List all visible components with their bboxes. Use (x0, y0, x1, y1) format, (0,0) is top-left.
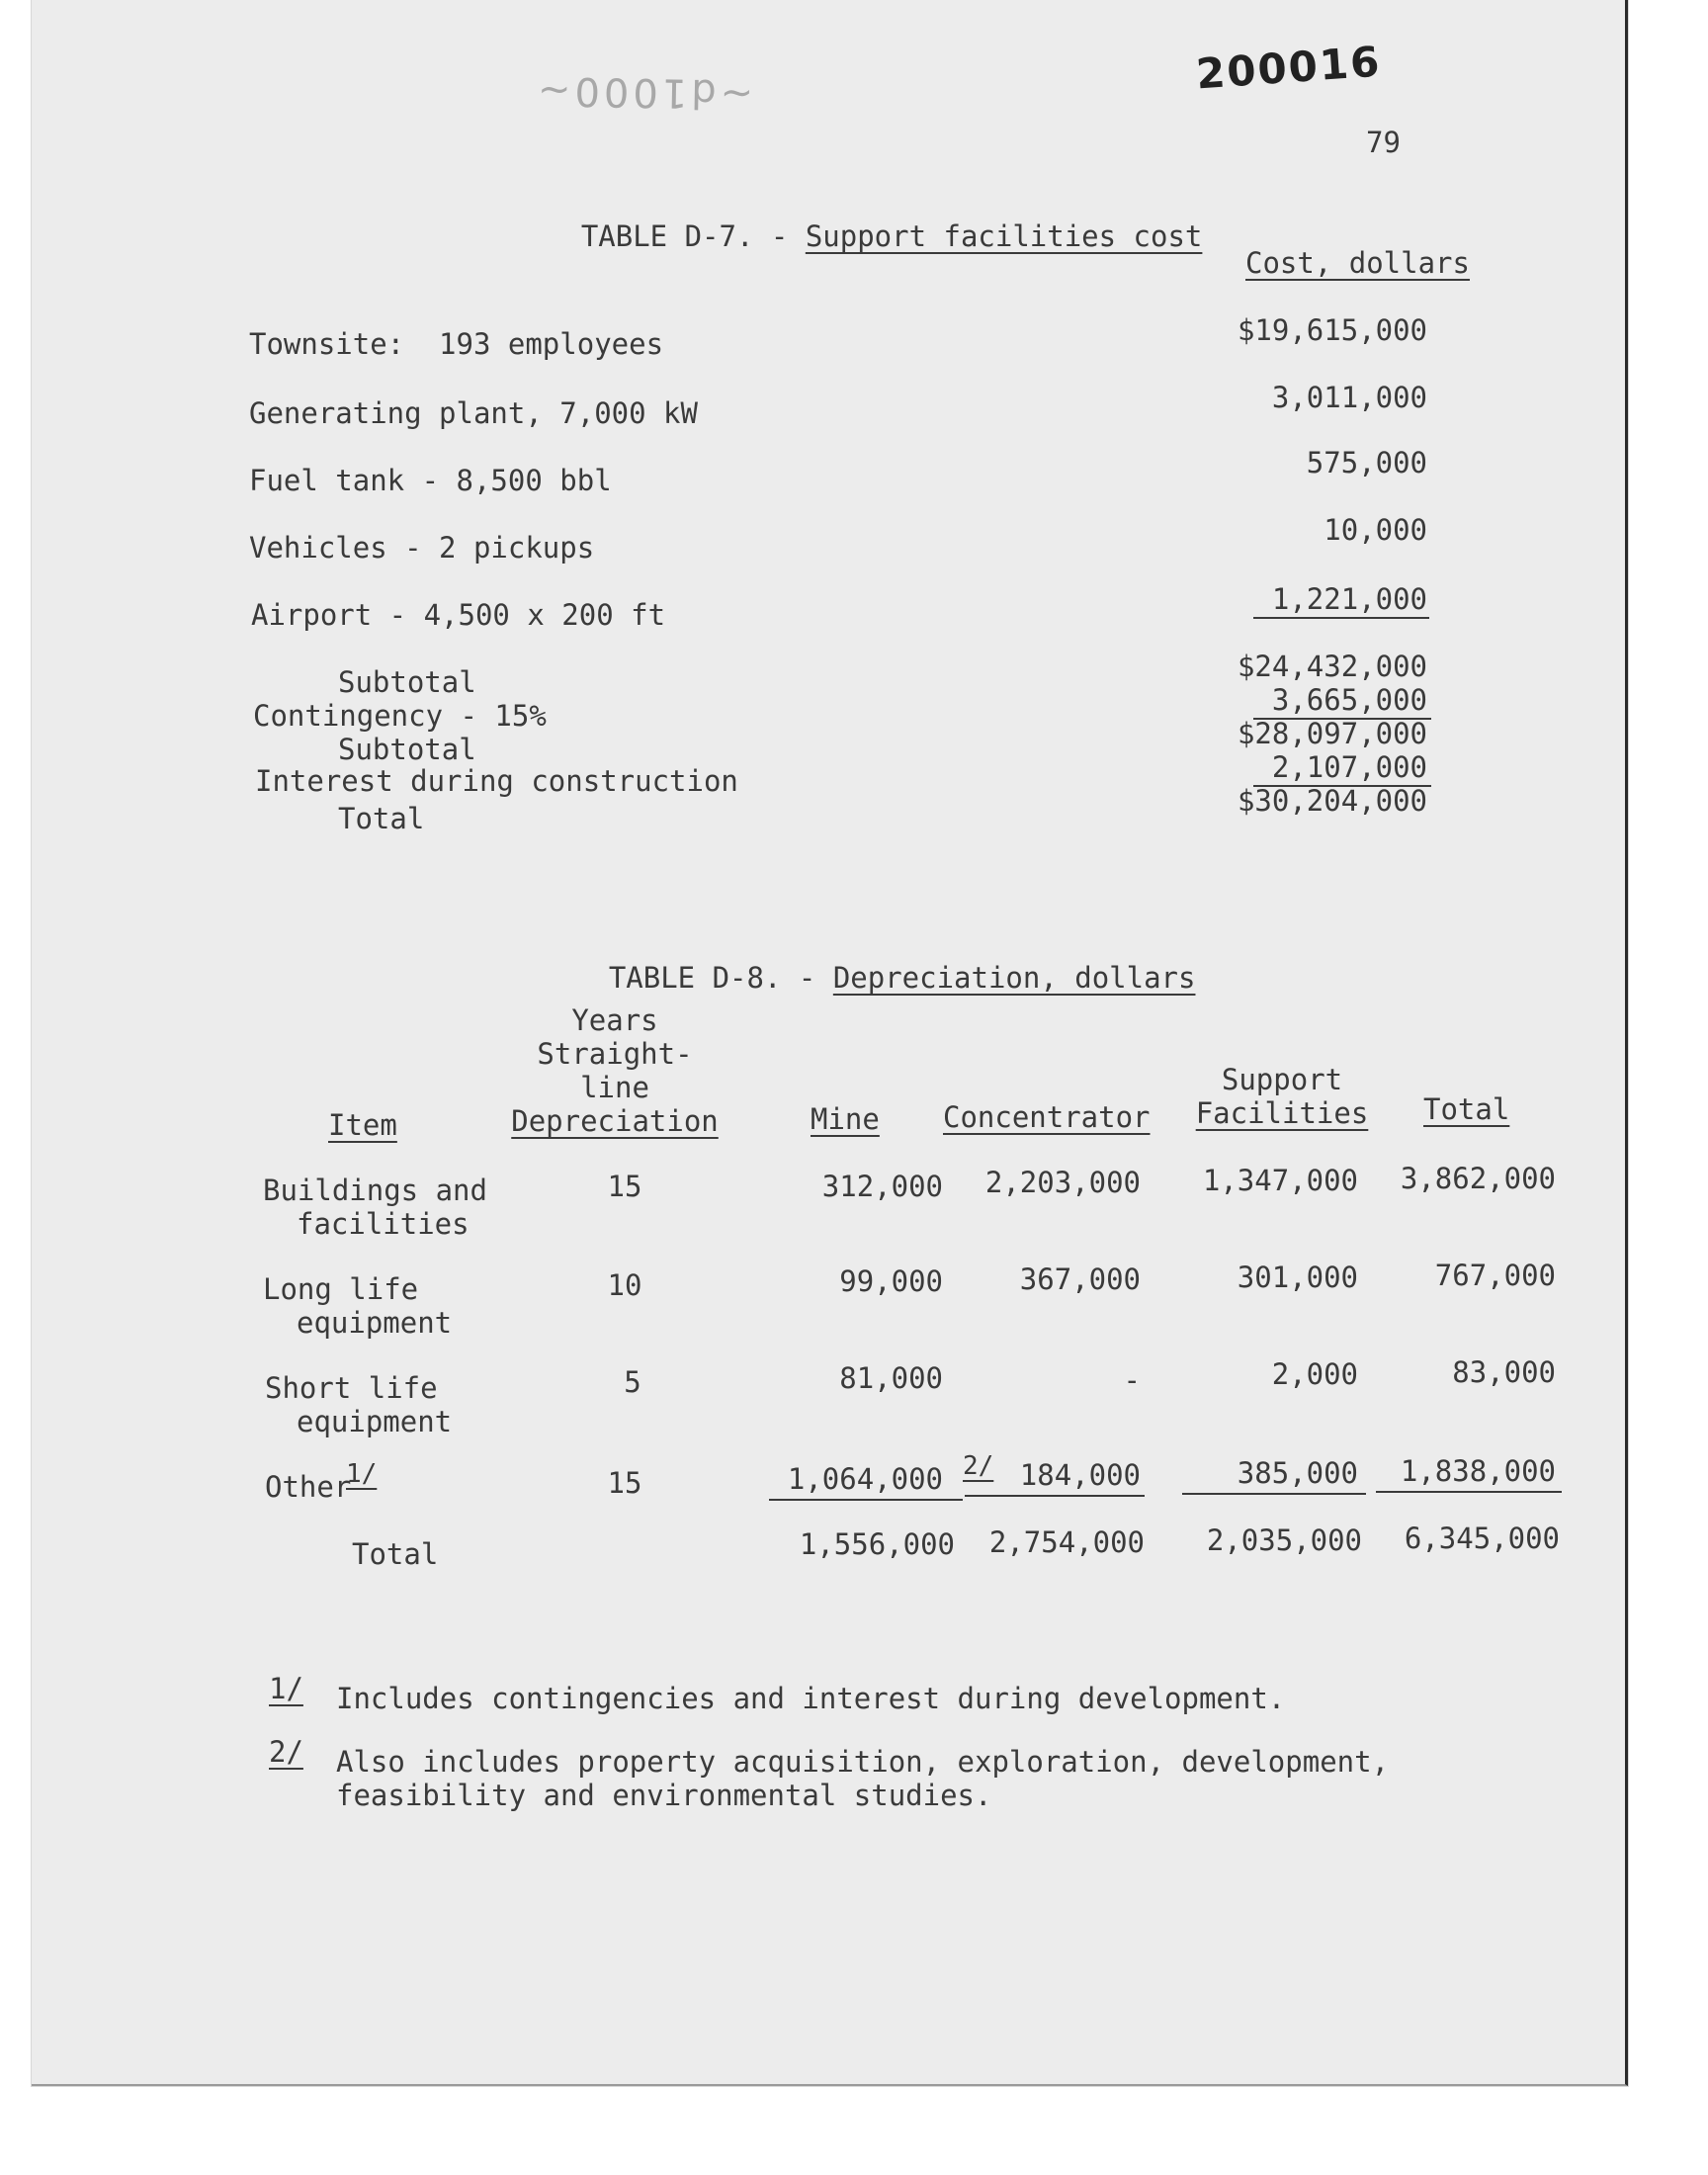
d7-summary-value: 3,665,000 (1271, 683, 1427, 717)
d7-item-value: 3,011,000 (1271, 381, 1427, 414)
header-item: Item (328, 1108, 397, 1142)
row-support: 2,000 (1271, 1357, 1358, 1391)
d7-item-value: 10,000 (1324, 513, 1427, 547)
header-years: Straight- (537, 1037, 693, 1071)
row-mine: 1,064,000 (787, 1462, 943, 1496)
header-depreciation: Depreciation (511, 1104, 719, 1138)
row-support: 1,347,000 (1202, 1164, 1358, 1197)
footnote-text: feasibility and environmental studies. (336, 1779, 992, 1812)
d7-summary-label: Contingency - 15% (253, 699, 547, 733)
d7-item-label: Fuel tank - 8,500 bbl (249, 464, 612, 497)
header-mine: Mine (811, 1102, 880, 1136)
d8-rule (965, 1495, 1145, 1497)
table-d8-title-main: Depreciation, dollars (832, 961, 1196, 995)
row-item: Long life (263, 1272, 419, 1306)
row-mine: 312,000 (821, 1170, 943, 1203)
table-d7-title-prefix: TABLE D-7. - (580, 219, 806, 253)
header-years: line (580, 1071, 649, 1104)
row-total: 1,838,000 (1400, 1454, 1556, 1488)
header-facilities: Facilities (1195, 1096, 1369, 1130)
d7-item-label: Vehicles - 2 pickups (249, 531, 595, 565)
row-support: 301,000 (1237, 1261, 1358, 1294)
document-page (32, 0, 1628, 2086)
d7-item-label: Townsite: 193 employees (249, 327, 664, 361)
row-concentrator: - (1123, 1363, 1141, 1397)
row-concentrator: 184,000 (1019, 1458, 1141, 1492)
d7-summary-value: $28,097,000 (1237, 717, 1427, 750)
row-years: 5 (624, 1365, 641, 1399)
table-d8-title-prefix: TABLE D-8. - (608, 961, 833, 995)
row-item: equipment (297, 1306, 453, 1340)
d7-summary-value: $30,204,000 (1237, 784, 1427, 818)
row-total: 3,862,000 (1400, 1162, 1556, 1195)
d7-summary-value: $24,432,000 (1237, 650, 1427, 683)
total-support: 2,035,000 (1206, 1523, 1362, 1557)
row-concentrator: 367,000 (1019, 1262, 1141, 1296)
d7-summary-value: 2,107,000 (1271, 750, 1427, 784)
row-item: facilities (297, 1207, 470, 1241)
footnote-text: Includes contingencies and interest during development. (336, 1682, 1286, 1715)
d7-item-value: $19,615,000 (1237, 313, 1427, 347)
footnote-text: Also includes property acquisition, exploration, development, (336, 1745, 1390, 1779)
row-total: 83,000 (1452, 1355, 1556, 1389)
table-d7-title (512, 194, 1202, 280)
row-support: 385,000 (1237, 1456, 1358, 1490)
total-concentrator: 2,754,000 (988, 1525, 1145, 1559)
d8-rule (769, 1499, 963, 1501)
header-years: Years (571, 1003, 658, 1037)
row-item: Buildings and (263, 1174, 487, 1207)
row-item: Short life (265, 1371, 438, 1405)
footnote-ref-1: 1/ (346, 1459, 378, 1489)
header-support: Support (1221, 1063, 1343, 1096)
d7-item-label: Generating plant, 7,000 kW (249, 396, 698, 430)
d7-summary-label: Subtotal (338, 665, 476, 699)
row-mine: 81,000 (839, 1361, 943, 1395)
row-mine: 99,000 (839, 1264, 943, 1298)
total-label: Total (352, 1537, 439, 1571)
total-total: 6,345,000 (1404, 1522, 1560, 1555)
d7-item-value: 575,000 (1306, 446, 1427, 479)
table-d7-title-main: Support facilities cost (805, 219, 1203, 253)
total-mine: 1,556,000 (799, 1527, 955, 1561)
footnote-ref-2: 2/ (963, 1451, 994, 1481)
page-number: 79 (1366, 126, 1401, 159)
footnote-mark: 1/ (269, 1672, 303, 1705)
d7-summary-label: Subtotal (338, 733, 476, 766)
row-years: 15 (607, 1170, 642, 1203)
header-total: Total (1423, 1092, 1510, 1126)
cost-header: Cost, dollars (1245, 246, 1470, 280)
row-years: 15 (607, 1466, 642, 1500)
stamp-faint: ~d1000~ (533, 67, 754, 117)
row-item: Other (265, 1470, 352, 1504)
d7-summary-label: Total (338, 802, 425, 835)
stamp-number: 200016 (1194, 37, 1383, 99)
d8-rule (1376, 1491, 1562, 1493)
row-total: 767,000 (1434, 1259, 1556, 1292)
row-years: 10 (607, 1268, 642, 1302)
d8-rule (1182, 1493, 1366, 1495)
d7-item-value: 1,221,000 (1271, 582, 1427, 616)
footnote-mark: 2/ (269, 1735, 303, 1769)
d7-rule (1253, 617, 1429, 619)
row-concentrator: 2,203,000 (984, 1166, 1141, 1199)
row-item: equipment (297, 1405, 453, 1438)
header-concentrator: Concentrator (943, 1100, 1151, 1134)
d7-summary-label: Interest during construction (255, 764, 738, 798)
d7-item-label: Airport - 4,500 x 200 ft (251, 598, 666, 632)
